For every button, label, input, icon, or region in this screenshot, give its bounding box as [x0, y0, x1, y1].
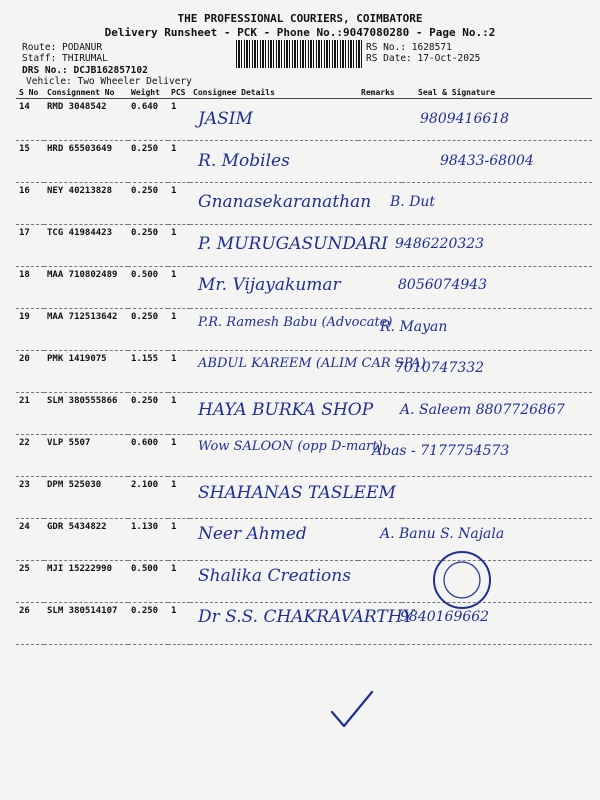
cell-weight: 0.640	[128, 99, 168, 141]
handwritten-signature: 9809416618	[420, 111, 510, 127]
cell-signature	[402, 477, 592, 519]
cell-consignment: VLP 5507	[44, 435, 128, 477]
cell-sno: 24	[16, 519, 44, 561]
rs-date: RS Date: 17-Oct-2025	[366, 53, 481, 64]
check-mark-icon	[330, 690, 374, 730]
handwritten-signature: A. Saleem 8807726867	[400, 401, 565, 418]
handwritten-consignee: P. MURUGASUNDARI	[198, 233, 388, 254]
staff-label: Staff: THIRUMAL	[22, 53, 108, 64]
cell-pcs: 1	[168, 99, 190, 141]
handwritten-signature: A. Banu S. Najala	[380, 526, 505, 542]
cell-pcs: 1	[168, 141, 190, 183]
route-label: Route: PODANUR	[22, 42, 103, 53]
cell-consignment: HRD 65503649	[44, 141, 128, 183]
handwritten-consignee: Shalika Creations	[198, 565, 351, 586]
handwritten-consignee: Neer Ahmed	[198, 524, 307, 544]
handwritten-consignee: P.R. Ramesh Babu (Advocate)	[198, 314, 393, 330]
handwritten-signature: 7010747332	[395, 360, 485, 376]
cell-consignment: MAA 710802489	[44, 267, 128, 309]
cell-consignment: SLM 380555866	[44, 393, 128, 435]
cell-pcs: 1	[168, 351, 190, 393]
cell-sno: 22	[16, 435, 44, 477]
cell-sno: 15	[16, 141, 44, 183]
cell-weight: 2.100	[128, 477, 168, 519]
cell-weight: 0.250	[128, 393, 168, 435]
handwritten-signature: 8056074943	[398, 277, 488, 293]
column-header: PCS	[168, 86, 190, 99]
handwritten-consignee: Wow SALOON (opp D-mart)	[198, 439, 383, 454]
cell-consignment: SLM 380514107	[44, 603, 128, 645]
cell-weight: 0.500	[128, 267, 168, 309]
cell-remarks	[358, 561, 402, 603]
column-header: Consignee Details	[190, 86, 358, 99]
page-subtitle: Delivery Runsheet - PCK - Phone No.:9047080280 - Page No.:2	[104, 26, 496, 39]
table-header-row	[16, 86, 592, 99]
cell-sno: 23	[16, 477, 44, 519]
cell-pcs: 1	[168, 393, 190, 435]
cell-weight: 0.250	[128, 603, 168, 645]
cell-pcs: 1	[168, 603, 190, 645]
handwritten-signature: 9486220323	[395, 235, 485, 252]
handwritten-consignee: Dr S.S. CHAKRAVARTHY	[198, 607, 414, 627]
cell-remarks	[358, 141, 402, 183]
cell-sno: 17	[16, 225, 44, 267]
handwritten-signature: 98433-68004	[440, 152, 534, 169]
cell-weight: 0.500	[128, 561, 168, 603]
cell-sno: 19	[16, 309, 44, 351]
cell-weight: 1.130	[128, 519, 168, 561]
handwritten-consignee: SHAHANAS TASLEEM	[198, 482, 396, 503]
cell-sno: 16	[16, 183, 44, 225]
handwritten-consignee: Mr. Vijayakumar	[198, 275, 341, 295]
cell-consignment: NEY 40213828	[44, 183, 128, 225]
handwritten-consignee: R. Mobiles	[198, 150, 290, 171]
column-header: Seal & Signature	[402, 86, 592, 99]
cell-sno: 25	[16, 561, 44, 603]
cell-pcs: 1	[168, 561, 190, 603]
barcode-image	[236, 40, 364, 68]
column-header: Remarks	[358, 86, 402, 99]
rs-number: RS No.: 1628571	[366, 42, 452, 53]
cell-pcs: 1	[168, 309, 190, 351]
cell-pcs: 1	[168, 225, 190, 267]
cell-sno: 20	[16, 351, 44, 393]
cell-weight: 0.250	[128, 309, 168, 351]
cell-pcs: 1	[168, 183, 190, 225]
seal-stamp	[430, 548, 494, 612]
column-header: Consignment No	[44, 86, 128, 99]
column-header: S No	[16, 86, 44, 99]
cell-weight: 0.250	[128, 225, 168, 267]
handwritten-signature: 9840169662	[400, 609, 490, 625]
handwritten-signature: Abas - 7177754573	[372, 443, 510, 459]
cell-pcs: 1	[168, 435, 190, 477]
vehicle-label: Vehicle: Two Wheeler Delivery	[26, 76, 192, 87]
drs-number: DRS No.: DCJB162857102	[22, 65, 148, 76]
cell-pcs: 1	[168, 477, 190, 519]
cell-consignment: PMK 1419075	[44, 351, 128, 393]
handwritten-consignee: JASIM	[198, 109, 253, 129]
cell-consignment: DPM 525030	[44, 477, 128, 519]
cell-weight: 0.600	[128, 435, 168, 477]
cell-weight: 0.250	[128, 141, 168, 183]
cell-remarks	[358, 99, 402, 141]
page-title: THE PROFESSIONAL COURIERS, COIMBATORE	[177, 12, 423, 25]
cell-consignment: TCG 41984423	[44, 225, 128, 267]
cell-weight: 1.155	[128, 351, 168, 393]
cell-sno: 21	[16, 393, 44, 435]
cell-sno: 18	[16, 267, 44, 309]
cell-pcs: 1	[168, 267, 190, 309]
cell-consignment: MAA 712513642	[44, 309, 128, 351]
cell-pcs: 1	[168, 519, 190, 561]
cell-remarks	[358, 267, 402, 309]
handwritten-consignee: HAYA BURKA SHOP	[198, 399, 374, 420]
cell-consignment: MJI 15222990	[44, 561, 128, 603]
handwritten-signature: R. Mayan	[380, 318, 448, 335]
cell-sno: 26	[16, 603, 44, 645]
handwritten-consignee: Gnanasekaranathan	[198, 192, 372, 212]
cell-sno: 14	[16, 99, 44, 141]
handwritten-signature: B. Dut	[390, 194, 436, 210]
column-header: Weight	[128, 86, 168, 99]
handwritten-consignee: ABDUL KAREEM (ALIM CAR SPA)	[198, 356, 426, 371]
cell-consignment: RMD 3048542	[44, 99, 128, 141]
cell-weight: 0.250	[128, 183, 168, 225]
cell-consignment: GDR 5434822	[44, 519, 128, 561]
